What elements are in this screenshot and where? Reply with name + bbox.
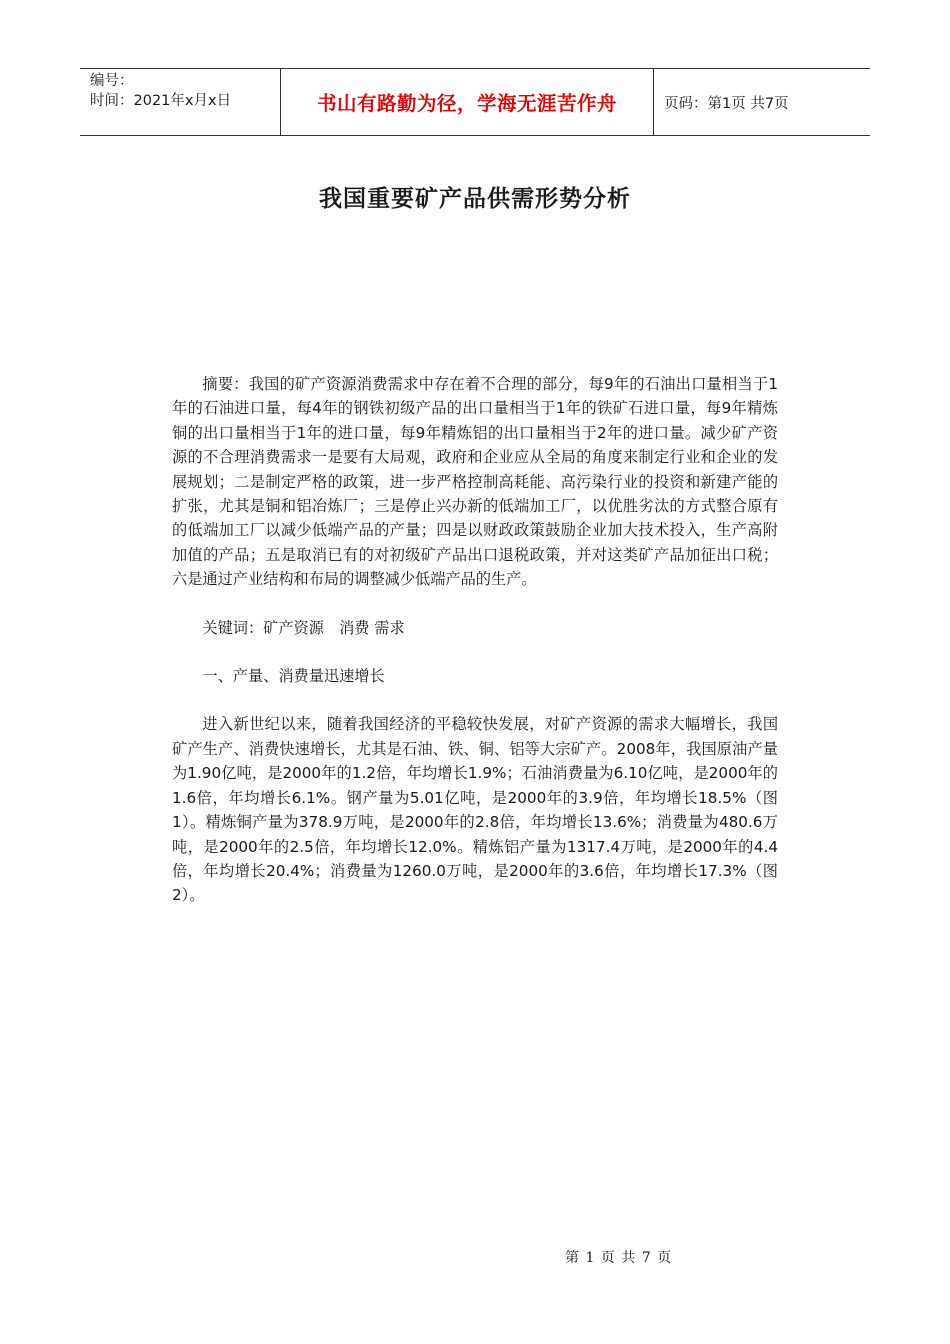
page-info: 页码：第1页 共7页 [664, 95, 789, 112]
document-title: 我国重要矿产品供需形势分析 [319, 186, 631, 212]
header-motto-cell [281, 69, 654, 135]
motto-text: 书山有路勤为径，学海无涯苦作舟 [316, 92, 617, 115]
abstract-paragraph: 摘要：我国的矿产资源消费需求中存在着不合理的部分，每9年的石油出口量相当于1年的石油进口量，每4年的钢铁初级产品的出口量相当于1年的铁矿石进口量，每9年精炼铜的出口量相当于1年的进口量，每9年精炼铝的出口量相当于2年的进口量。减少矿产资源的不合理消费需求一是要有大局观，政府和企业应从全局的角度来制定行业和企业的发展规划；二是制定严格的政策，进一步严格控制高耗能、高污染行业的投资和新建产能的扩张，尤其是铜和铝冶炼厂；三是停止兴办新的低端加工厂，以优胜劣汰的方式整合原有的低端加工厂以减少低端产品的产量；四是以财政政策鼓励企业加大技术投入，生产高附加值的产品；五是取消已有的对初级矿产品出口退税政策，并对这类矿产品加征出口税；六是通过产业结构和布局的调整减少低端产品的生产。 [172, 375, 778, 589]
header-meta-cell [80, 69, 281, 135]
code-label: 编号： [90, 73, 134, 89]
keywords-paragraph: 关键词：矿产资源 消费 需求 [202, 618, 405, 637]
document-body [172, 372, 778, 908]
time-label: 时间：2021年x月x日 [90, 93, 232, 109]
header-page-cell [654, 69, 870, 135]
section-body-paragraph: 进入新世纪以来，随着我国经济的平稳较快发展，对矿产资源的需求大幅增长，我国矿产生产、消费快速增长，尤其是石油、铁、铜、铝等大宗矿产。2008年，我国原油产量为1.90亿吨，是2000年的1.2倍，年均增长1.9%；石油消费量为6.10亿吨，是2000年的1.6倍，年均增长6.1%。钢产量为5.01亿吨，是2000年的3.9倍，年均增长18.5%（图1）。精炼铜产量为378.9万吨，是2000年的2.8倍，年均增长13.6%；消费量为480.6万吨，是2000年的2.5倍，年均增长12.0%。精炼铝产量为1317.4万吨，是2000年的4.4倍，年均增长20.4%；消费量为1260.0万吨，是2000年的3.6倍，年均增长17.3%（图2）。 [172, 715, 778, 905]
page-footer: 第 1 页 共 7 页 [565, 1250, 673, 1266]
header-table [80, 68, 870, 136]
section-heading: 一、产量、消费量迅速增长 [202, 667, 385, 686]
